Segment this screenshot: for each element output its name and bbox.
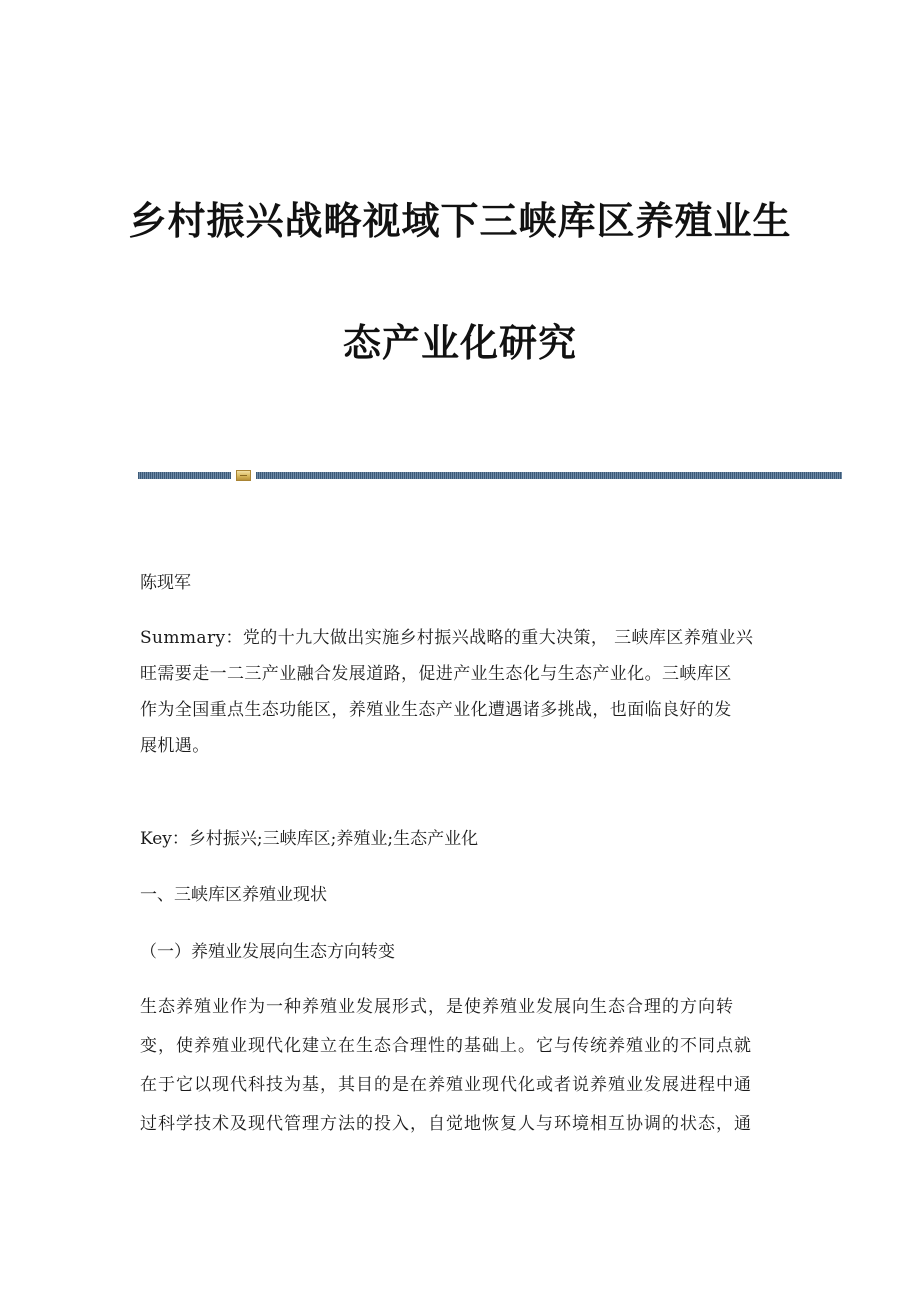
keywords-line: Key：乡村振兴;三峡库区;养殖业;生态产业化 bbox=[140, 829, 479, 849]
body-line: 生态养殖业作为一种养殖业发展形式，是使养殖业发展向生态合理的方向转 bbox=[140, 997, 734, 1017]
divider-ornament-icon bbox=[236, 470, 251, 481]
divider-left-segment bbox=[138, 472, 231, 479]
summary-paragraph bbox=[140, 620, 772, 764]
summary-line: 展机遇。 bbox=[140, 736, 210, 756]
body-line: 在于它以现代科技为基，其目的是在养殖业现代化或者说养殖业发展进程中通 bbox=[140, 1075, 752, 1095]
summary-line: 旺需要走一二三产业融合发展道路，促进产业生态化与生态产业化。三峡库区 bbox=[140, 664, 732, 684]
title-line-2: 态产业化研究 bbox=[342, 321, 577, 365]
title-divider bbox=[138, 470, 842, 480]
body-line: 过科学技术及现代管理方法的投入，自觉地恢复人与环境相互协调的状态，通 bbox=[140, 1114, 752, 1134]
divider-right-segment bbox=[256, 472, 842, 479]
title-line-1: 乡村振兴战略视域下三峡库区养殖业生 bbox=[128, 199, 792, 243]
summary-line: 作为全国重点生态功能区，养殖业生态产业化遭遇诸多挑战，也面临良好的发 bbox=[140, 700, 732, 720]
body-paragraph bbox=[140, 988, 772, 1144]
summary-line: Summary：党的十九大做出实施乡村振兴战略的重大决策， 三峡库区养殖业兴 bbox=[140, 628, 754, 648]
author-name: 陈现军 bbox=[140, 573, 191, 593]
body-line: 变，使养殖业现代化建立在生态合理性的基础上。它与传统养殖业的不同点就 bbox=[140, 1036, 752, 1056]
section-heading: 一、三峡库区养殖业现状 bbox=[140, 885, 327, 905]
subsection-heading: （一）养殖业发展向生态方向转变 bbox=[140, 942, 395, 962]
